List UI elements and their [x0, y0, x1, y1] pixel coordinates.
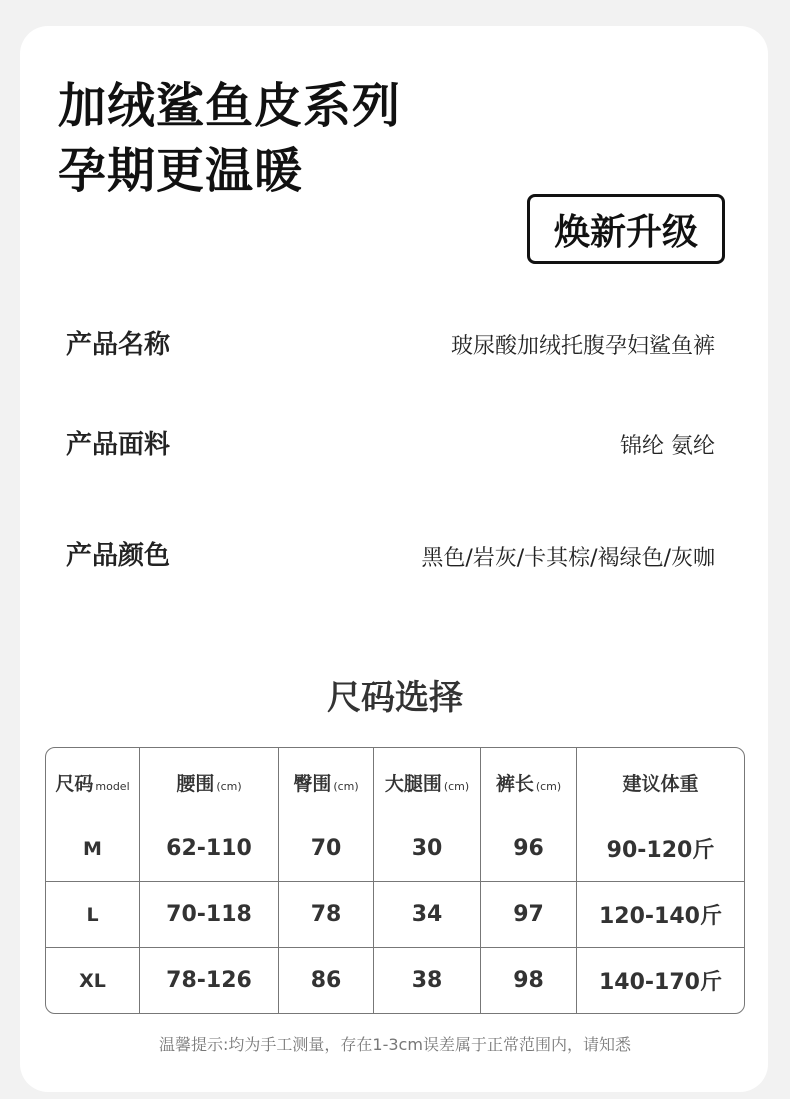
header-length: 裤长 (cm) [481, 748, 577, 816]
hip-cell: 78 [279, 882, 374, 948]
waist-cell: 78-126 [140, 948, 279, 1013]
product-name-value: 玻尿酸加绒托腹孕妇鲨鱼裤 [450, 334, 715, 359]
thigh-cell: 38 [374, 948, 481, 1013]
fabric-label: 产品面料 [66, 430, 171, 460]
header-hip: 臀围 (cm) [279, 748, 374, 816]
header-waist: 腰围 (cm) [140, 748, 279, 816]
headline-line-1: 加绒鲨鱼皮系列 [58, 78, 402, 134]
table-row [46, 948, 744, 1013]
waist-cell: 62-110 [140, 816, 279, 882]
header-thigh: 大腿围 (cm) [374, 748, 481, 816]
weight-cell: 140-170斤 [599, 970, 722, 995]
size-cell: L [46, 882, 140, 948]
hip-cell: 70 [279, 816, 374, 882]
size-cell: XL [46, 948, 140, 1013]
measurement-note: 温馨提示:均为手工测量，存在1-3cm误差属于正常范围内，请知悉 [159, 1035, 631, 1054]
fabric-value: 锦纶 氨纶 [620, 434, 715, 459]
weight-cell: 120-140斤 [577, 882, 744, 948]
color-value: 黑色/岩灰/卡其棕/褐绿色/灰咖 [421, 546, 715, 571]
table-row [46, 816, 744, 882]
length-cell: 98 [481, 948, 577, 1013]
thigh-cell: 30 [374, 816, 481, 882]
header-weight: 建议体重 [622, 772, 699, 795]
table-row [46, 882, 744, 948]
color-label: 产品颜色 [66, 541, 171, 571]
hip-cell: 86 [279, 948, 374, 1013]
weight-cell: 90-120斤 [577, 816, 744, 882]
size-section-title: 尺码选择 [327, 678, 463, 718]
length-cell: 97 [481, 882, 577, 948]
product-name-label: 产品名称 [66, 330, 171, 360]
size-cell: M [46, 816, 140, 882]
waist-cell: 70-118 [140, 882, 279, 948]
thigh-cell: 34 [374, 882, 481, 948]
header-size: 尺码 model [46, 748, 140, 816]
size-table [45, 747, 745, 1014]
headline-line-2: 孕期更温暖 [58, 143, 304, 199]
upgrade-badge: 焕新升级 [527, 194, 725, 264]
length-cell: 96 [481, 816, 577, 882]
size-table-header-row [46, 748, 744, 816]
